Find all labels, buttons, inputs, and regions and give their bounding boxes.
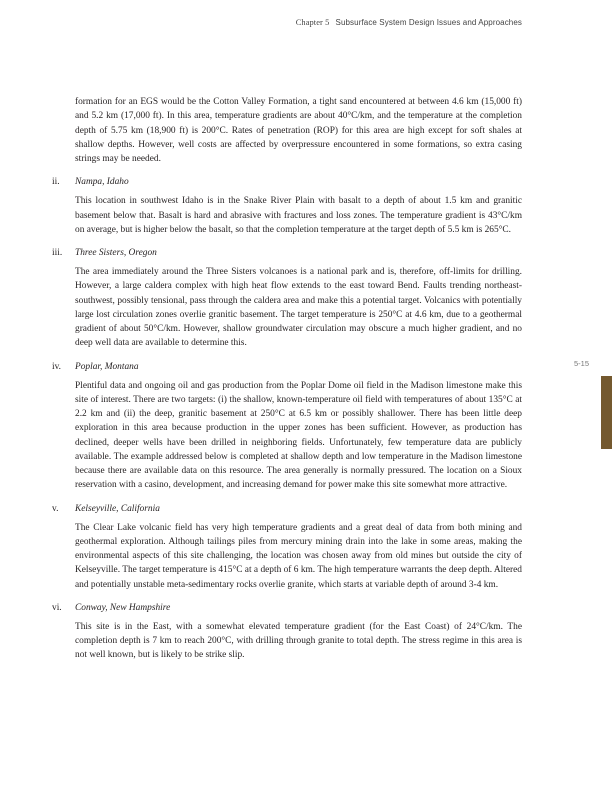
chapter-label: Chapter 5 [295,18,330,27]
section-nampa [52,175,522,246]
section-paragraph: Plentiful data and ongoing oil and gas production from the Poplar Dome oil field in the Madison limestone make this site of interest. There are two targets: (i) the shallow, known-temperature oil field with temperatures of about 135°C at 2.2 km and (ii) the deep, granitic basement at 250°C at 6.5 km or possibly shallower. There has been little deep exploration in this area because production in the upper zones has been sufficient. However, as production has declined, deeper wells have been drilled in neighboring fields. Unfortunately, few temperature data are publicly available. The example addressed below is completed at shallow depth and low temperature in the Madison limestone because there are available data on this resource. The area generally is normally pressured. The location on a Sioux reservation with a casino, development, and increasing demand for power make this site somewhat more attractive. [75,380,522,491]
section-paragraph: The area immediately around the Three Sisters volcanoes is a national park and is, therefore, off-limits for drilling. However, a large caldera complex with high heat flow extends to the east toward Bend. Faults trending northeast-southwest, possibly tensional, pass through the caldera area and make this a potential target. Volcanics with potentially large lost circulation zones overlie granitic basement. The target temperature is 250°C at 4.6 km, due to a geothermal gradient of about 50°C/km. However, shallow groundwater circulation may obscure a much higher gradient, and no deep well data are available to determine this. [75,267,522,349]
section-title: Conway, New Hampshire [75,602,171,613]
section-three-sisters [52,246,522,360]
section-conway [52,601,522,663]
section-paragraph: This location in southwest Idaho is in the Snake River Plain with basalt to a depth of about 1.5 km and granitic basement below that. Basalt is hard and abrasive with fractures and loss zones. The temperature gradient is 43°C/km on average, but is higher below the basalt, so that the completion temperature at the target depth of 5.5 km is 265°C. [75,196,522,235]
section-title: Nampa, Idaho [75,177,129,188]
section-kelseyville [52,502,522,601]
section-title: Kelseyville, California [75,503,160,514]
section-paragraph: This site is in the East, with a somewhat elevated temperature gradient (for the East Coast) of 24°C/km. The completion depth is 7 km to reach 200°C, with drilling through granite to total depth. The stress regime in this area is not well known, but is likely to be strike slip. [75,621,522,661]
running-header [296,18,522,27]
section-number: vi. [52,602,62,613]
section-number: ii. [52,177,60,188]
section-heading [52,175,522,189]
section-heading [52,502,522,516]
section-heading [52,360,522,374]
chapter-edge-tab [601,376,612,449]
section-paragraph: The Clear Lake volcanic field has very high temperature gradients and a great deal of data from both mining and geothermal exploration. Although tailings piles from mercury mining drain into the lake in some areas, making the environmental aspects of this site challenging, the location was chosen away from old mines but outside the city of Kelseyville. The target temperature is 415°C at a depth of 6 km. The high temperature warrants the deep depth. Altered and potentially unstable meta-sedimentary rocks overlie granite, which starts at variable depth of around 3-4 km. [75,522,522,590]
section-title: Three Sisters, Oregon [75,248,157,258]
section-title: Poplar, Montana [75,361,139,372]
section-number: v. [52,503,59,514]
intro-paragraph: formation for an EGS would be the Cotton Valley Formation, a tight sand encountered at between 4.6 km (15,000 ft) and 5.2 km (17,000 ft). In this area, temperature gradients are about 40°C/km, and the temperature at the completion depth of 5.75 km (18,900 ft) is 200°C. Rates of penetration (ROP) for this area are high except for soft shales at shallow depths. However, well costs are affected by overpressure encountered in some formations, so extra casing strings may be needed. [75,97,522,164]
section-number: iv. [52,361,62,372]
section-poplar [52,360,522,502]
section-heading [52,246,522,260]
section-heading [52,601,522,615]
chapter-title: Subsurface System Design Issues and Approaches [335,18,522,27]
page-number: 5-15 [574,359,590,368]
page-body [52,95,522,663]
section-number: iii. [52,248,63,258]
